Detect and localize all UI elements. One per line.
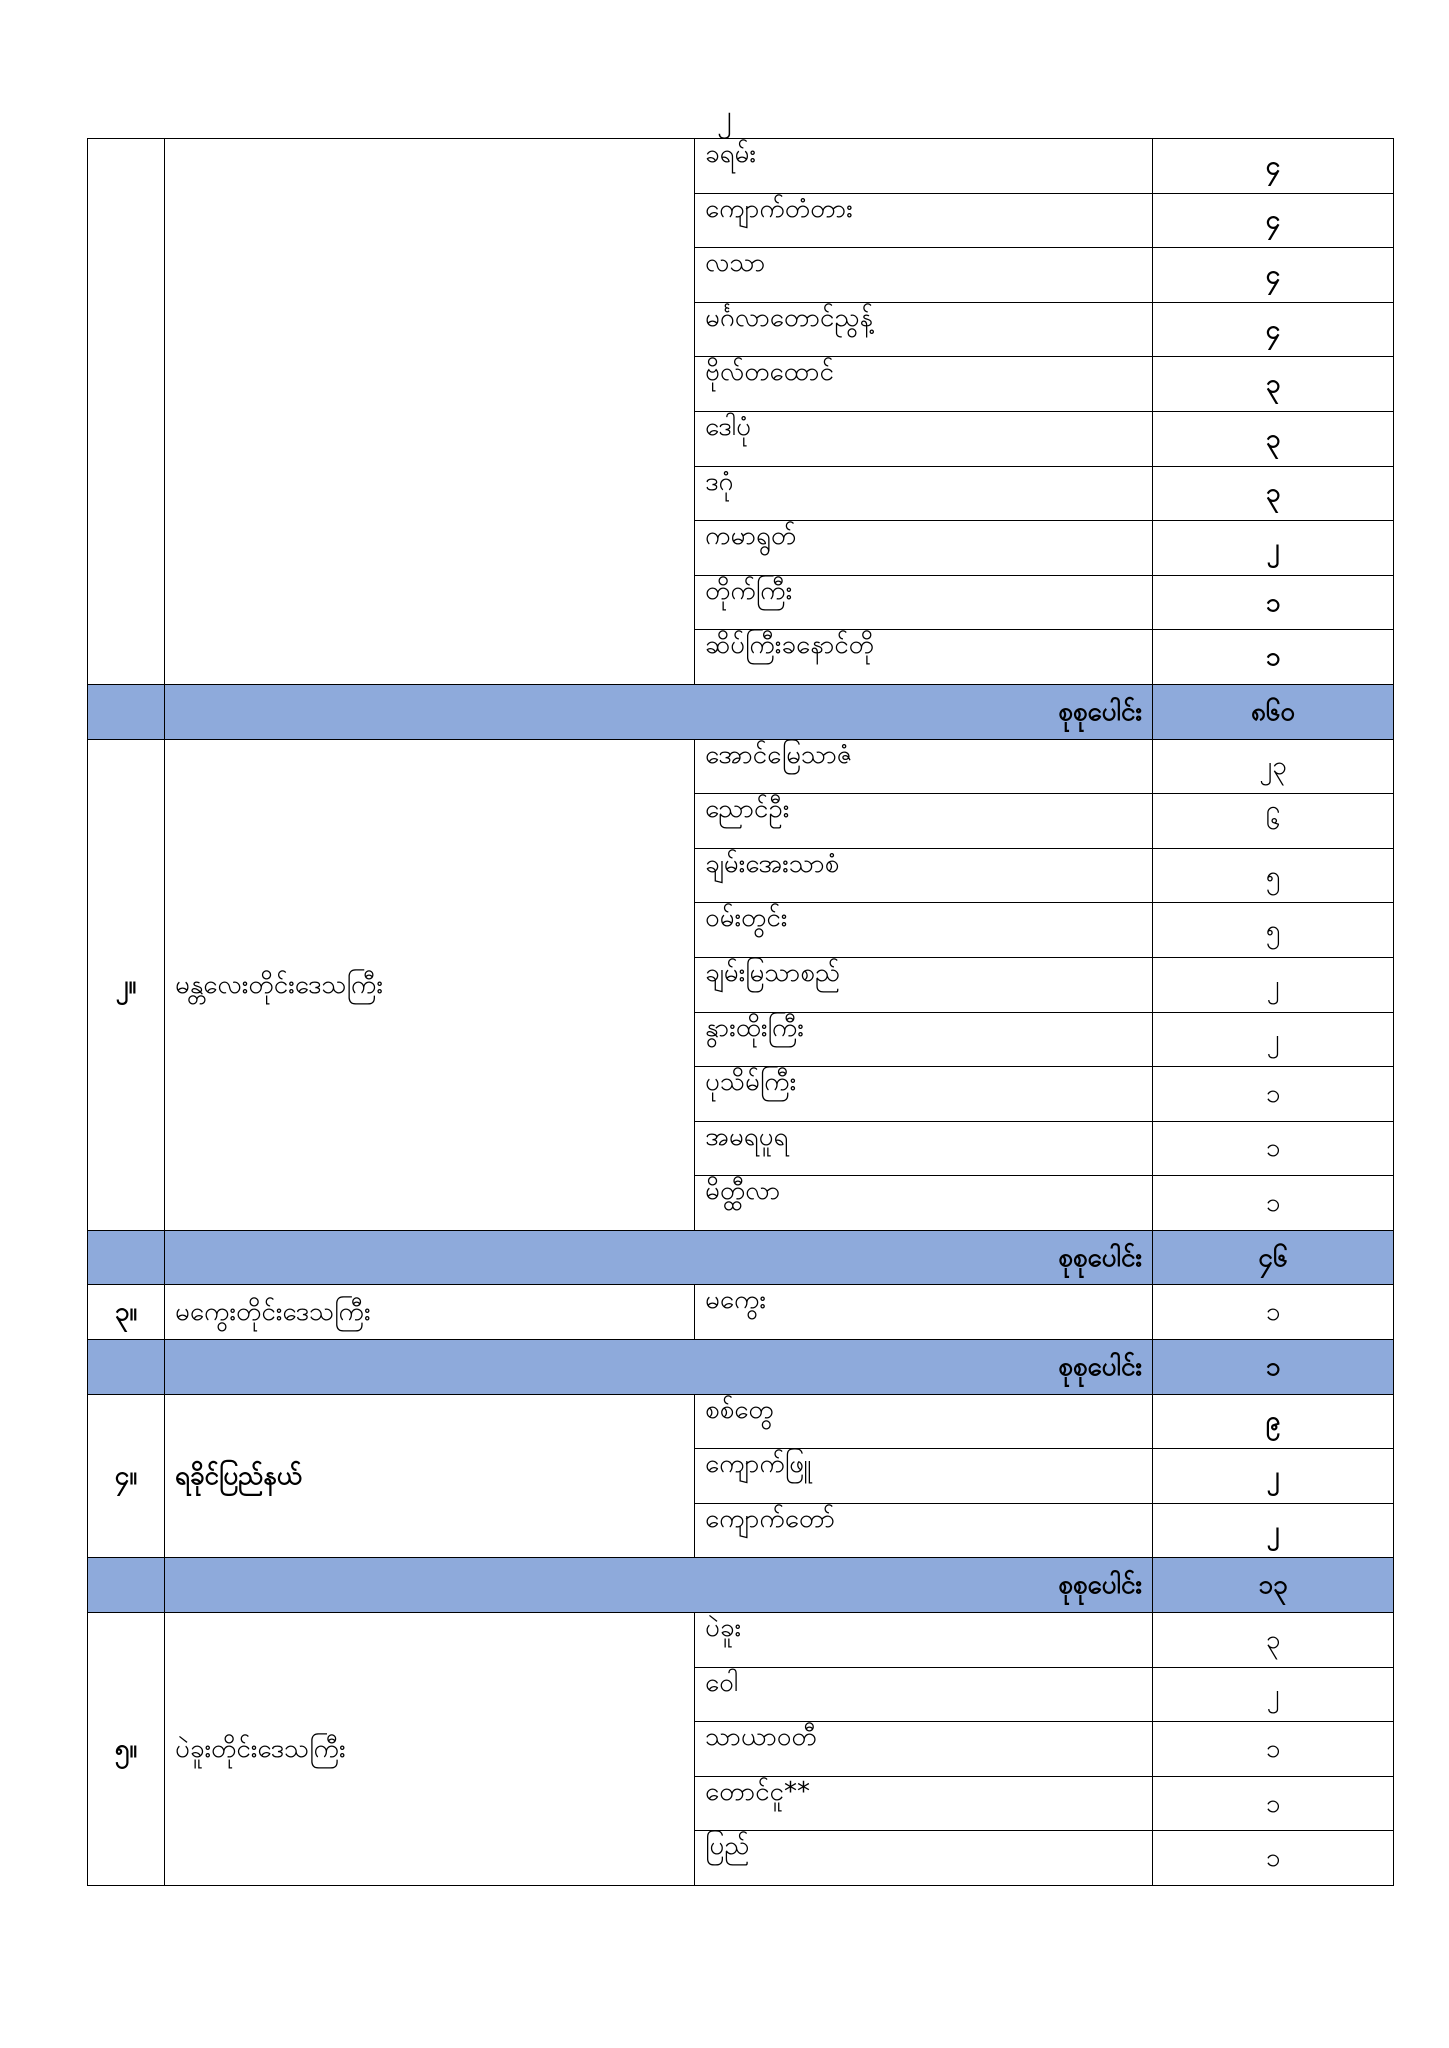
count-cell: ၁ [1153,1067,1394,1122]
township-cell: မိတ္ထီလာ [695,1176,1153,1231]
count-cell: ၅ [1153,848,1394,903]
region-cell: ပဲခူးတိုင်းဒေသကြီး [165,1613,695,1886]
township-cell: အောင်မြေသာဇံ [695,739,1153,794]
township-cell: ကျောက်တံတား [695,193,1153,248]
total-row [88,684,1394,739]
page-number: ၂ [717,99,732,134]
township-cell: ချမ်းအေးသာစံ [695,848,1153,903]
row-number-cell: ၅။ [88,1613,165,1886]
township-cell: ပုသိမ်ကြီး [695,1067,1153,1122]
count-cell: ၁ [1153,630,1394,685]
total-value: ၈၆၀ [1153,684,1394,739]
count-cell: ၄ [1153,193,1394,248]
count-cell: ၃ [1153,466,1394,521]
township-cell: ဆိပ်ကြီးခနောင်တို [695,630,1153,685]
township-cell: ဝမ်းတွင်း [695,903,1153,958]
total-blank-cell [88,1230,165,1285]
total-row [88,1230,1394,1285]
township-cell: ချမ်းမြသာစည် [695,957,1153,1012]
township-cell: တိုက်ကြီး [695,575,1153,630]
total-label: စုစုပေါင်း [165,684,1153,739]
township-cell: နွားထိုးကြီး [695,1012,1153,1067]
count-cell: ၂ [1153,1449,1394,1504]
count-cell: ၃ [1153,357,1394,412]
region-cell: မန္တလေးတိုင်းဒေသကြီး [165,739,695,1230]
table-row [88,739,1394,794]
count-cell: ၂ [1153,957,1394,1012]
township-cell: ခရမ်း [695,139,1153,194]
count-cell: ၂ [1153,521,1394,576]
township-cell: မင်္ဂလာတောင်ညွန့် [695,302,1153,357]
township-cell: လသာ [695,248,1153,303]
count-cell: ၁ [1153,1776,1394,1831]
township-cell: ညောင်ဦး [695,794,1153,849]
township-cell: သာယာဝတီ [695,1722,1153,1777]
row-number-cell: ၃။ [88,1285,165,1340]
count-cell: ၁ [1153,575,1394,630]
table-row [88,1285,1394,1340]
region-cell [165,139,695,685]
count-cell: ၄ [1153,248,1394,303]
township-cell: စစ်တွေ [695,1394,1153,1449]
count-cell: ၃ [1153,411,1394,466]
table-row [88,139,1394,194]
count-cell: ၉ [1153,1394,1394,1449]
count-cell: ၁ [1153,1285,1394,1340]
township-cell: ဒဂုံ [695,466,1153,521]
total-value: ၄၆ [1153,1230,1394,1285]
count-cell: ၂ [1153,1503,1394,1558]
count-cell: ၂၃ [1153,739,1394,794]
township-cell: ပြည် [695,1831,1153,1886]
table-row [88,1394,1394,1449]
count-cell: ၄ [1153,139,1394,194]
township-cell: ပဲခူး [695,1613,1153,1668]
township-cell: မကွေး [695,1285,1153,1340]
count-cell: ၅ [1153,903,1394,958]
township-count-table [87,138,1394,1886]
total-row [88,1340,1394,1395]
township-cell: ကမာရွတ် [695,521,1153,576]
total-value: ၁၃ [1153,1558,1394,1613]
table-row [88,1613,1394,1668]
total-value: ၁ [1153,1340,1394,1395]
count-cell: ၂ [1153,1667,1394,1722]
count-cell: ၃ [1153,1613,1394,1668]
region-cell: ရခိုင်ပြည်နယ် [165,1394,695,1558]
total-row [88,1558,1394,1613]
region-cell: မကွေးတိုင်းဒေသကြီး [165,1285,695,1340]
count-cell: ၁ [1153,1831,1394,1886]
row-number-cell: ၄။ [88,1394,165,1558]
total-blank-cell [88,1558,165,1613]
count-cell: ၆ [1153,794,1394,849]
township-cell: တောင်ငူ** [695,1776,1153,1831]
row-number-cell: ၂။ [88,739,165,1230]
township-cell: ဒေါပုံ [695,411,1153,466]
count-cell: ၂ [1153,1012,1394,1067]
total-blank-cell [88,1340,165,1395]
township-cell: ကျောက်တော် [695,1503,1153,1558]
township-cell: ဗိုလ်တထောင် [695,357,1153,412]
township-cell: အမရပူရ [695,1121,1153,1176]
total-label: စုစုပေါင်း [165,1230,1153,1285]
row-number-cell [88,139,165,685]
total-blank-cell [88,684,165,739]
count-cell: ၁ [1153,1722,1394,1777]
count-cell: ၄ [1153,302,1394,357]
total-label: စုစုပေါင်း [165,1558,1153,1613]
count-cell: ၁ [1153,1176,1394,1231]
township-cell: ကျောက်ဖြူ [695,1449,1153,1504]
total-label: စုစုပေါင်း [165,1340,1153,1395]
count-cell: ၁ [1153,1121,1394,1176]
township-cell: ဝေါ [695,1667,1153,1722]
